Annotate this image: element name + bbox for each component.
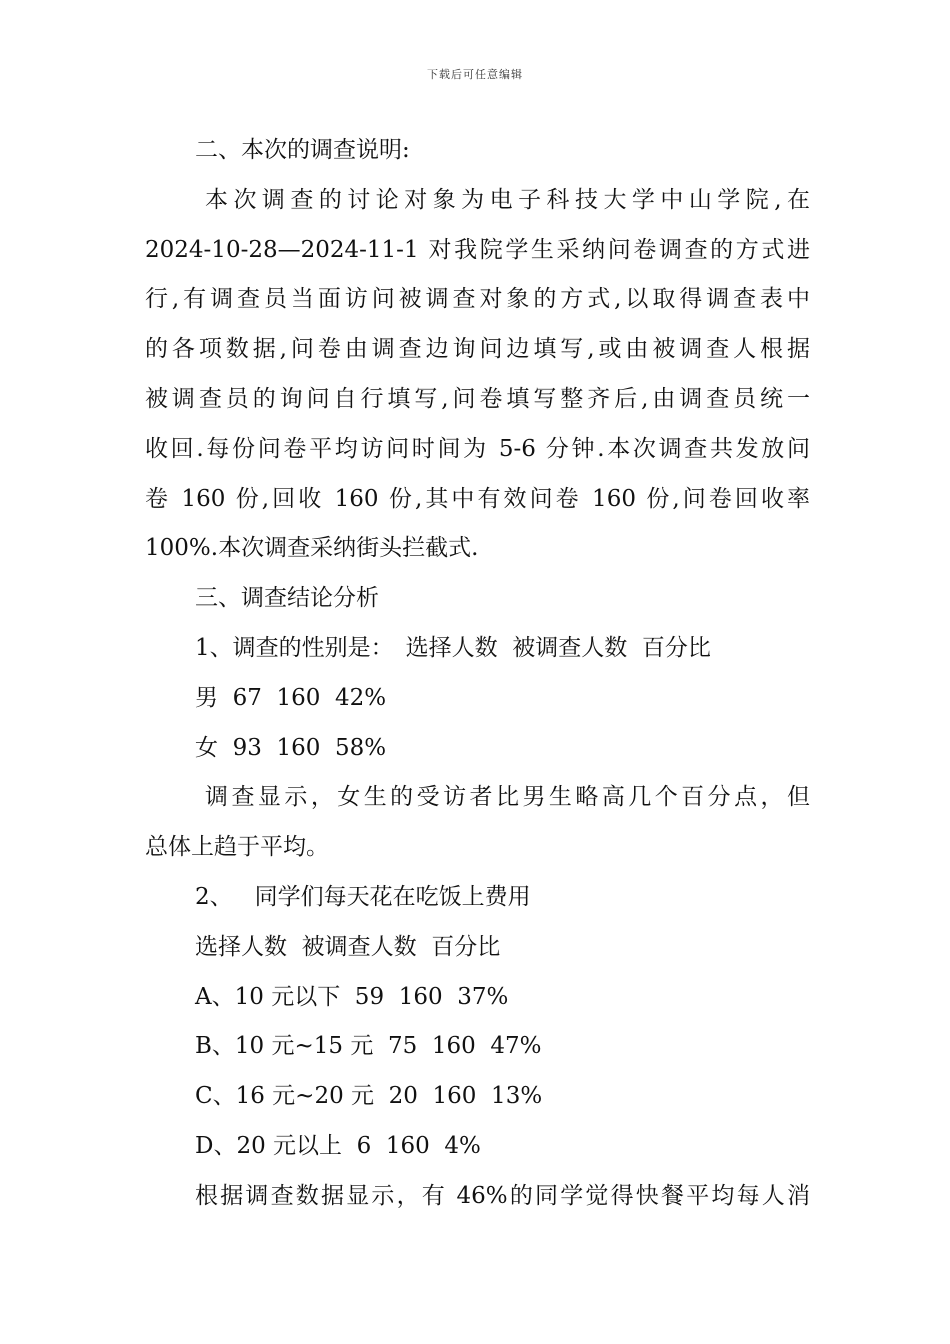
q2-conclusion-line1: 根据调查数据显示，有 46%的同学觉得快餐平均每人消 [195, 1182, 810, 1209]
section2-title: 二、本次的调查说明: [195, 137, 410, 163]
q1-row-female: 女 93 160 58% [195, 734, 387, 761]
para1-line1: 本次调查的讨论对象为电子科技大学中山学院,在 [205, 186, 810, 213]
para1-line3: 行,有调查员当面访问被调查对象的方式,以取得调查表中 [145, 286, 810, 313]
q2-row-a: A、10 元以下 59 160 37% [195, 983, 509, 1010]
q1-conclusion-line1: 调查显示，女生的受访者比男生略高几个百分点，但 [205, 784, 810, 811]
page-header-note: 下载后可任意编辑 [427, 68, 523, 81]
document-body [145, 126, 810, 1222]
q1-headers: 选择人数 被调查人数 百分比 [405, 634, 711, 661]
q2-headers: 选择人数 被调查人数 百分比 [195, 933, 501, 960]
para1-line4: 的各项数据,问卷由调查边询问边填写,或由被调查人根据 [145, 336, 810, 363]
q1-title-row [145, 624, 810, 674]
para1-line5: 被调查员的询问自行填写,问卷填写整齐后,由调查员统一 [145, 385, 810, 412]
para1-line8: 100%.本次调查采纳街头拦截式. [145, 535, 479, 562]
q1-conclusion-line2: 总体上趋于平均。 [145, 834, 329, 861]
para1-line2: 2024-10-28—2024-11-1 对我院学生采纳问卷调查的方式进 [145, 236, 810, 263]
q2-row-d: D、20 元以上 6 160 4% [195, 1132, 481, 1159]
para1-line7: 卷 160 份,回收 160 份,其中有效问卷 160 份,问卷回收率 [145, 485, 810, 512]
q2-row-b: B、10 元~15 元 75 160 47% [195, 1033, 542, 1060]
section3-title: 三、调查结论分析 [195, 585, 379, 612]
q1-title: 1、调查的性别是： [195, 634, 394, 661]
q1-row-male: 男 67 160 42% [195, 684, 387, 711]
para1-line6: 收回.每份问卷平均访问时间为 5-6 分钟.本次调查共发放问 [145, 435, 810, 462]
q2-title: 2、 同学们每天花在吃饭上费用 [195, 883, 531, 910]
q2-row-c: C、16 元~20 元 20 160 13% [195, 1083, 543, 1110]
